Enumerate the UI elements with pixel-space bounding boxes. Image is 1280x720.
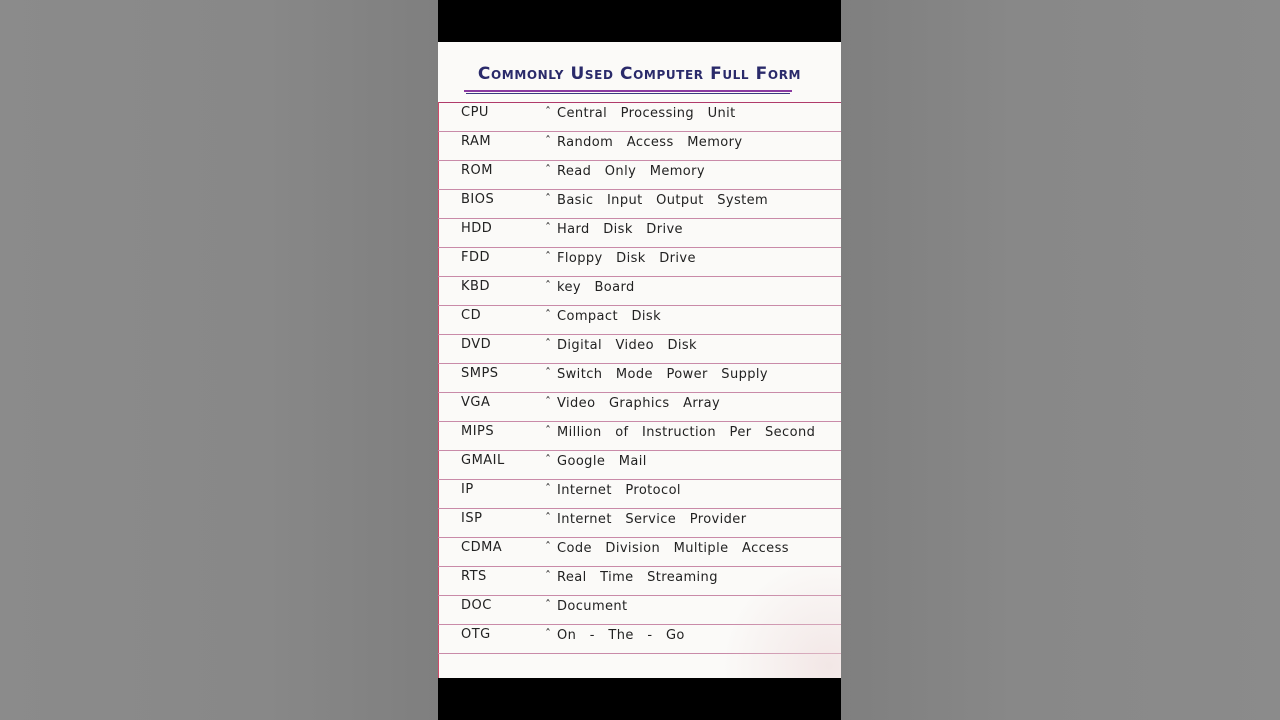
separator-mark: ˆ: [545, 250, 551, 264]
full-form: Central Processing Unit: [557, 106, 736, 121]
list-row: [438, 567, 841, 596]
full-form: Read Only Memory: [557, 164, 705, 179]
list-row: [438, 422, 841, 451]
separator-mark: ˆ: [545, 395, 551, 409]
abbreviation: CPU: [461, 105, 489, 120]
abbreviation: GMAIL: [461, 453, 505, 468]
abbreviation: RTS: [461, 569, 487, 584]
separator-mark: ˆ: [545, 627, 551, 641]
separator-mark: ˆ: [545, 308, 551, 322]
full-form: Internet Service Provider: [557, 512, 747, 527]
full-form: Video Graphics Array: [557, 396, 721, 411]
list-row: [438, 161, 841, 190]
background-left: [0, 0, 438, 720]
list-row: [438, 625, 841, 654]
abbreviation: ROM: [461, 163, 493, 178]
abbreviation: IP: [461, 482, 474, 497]
full-form: key Board: [557, 280, 635, 295]
list-row: [438, 335, 841, 364]
list-row: [438, 596, 841, 625]
full-form: Code Division Multiple Access: [557, 541, 789, 556]
full-form: Floppy Disk Drive: [557, 251, 696, 266]
full-form: Basic Input Output System: [557, 193, 769, 208]
list-row: [438, 190, 841, 219]
list-row: [438, 306, 841, 335]
title-underline: [464, 90, 792, 92]
separator-mark: ˆ: [545, 163, 551, 177]
list-row: [438, 538, 841, 567]
notebook-page: [438, 42, 841, 678]
separator-mark: ˆ: [545, 482, 551, 496]
full-form: Compact Disk: [557, 309, 662, 324]
page-title: Commonly Used Computer Full Form: [477, 64, 802, 84]
list-row: [438, 364, 841, 393]
abbreviation: VGA: [461, 395, 491, 410]
separator-mark: ˆ: [545, 134, 551, 148]
list-row: [438, 248, 841, 277]
separator-mark: ˆ: [545, 424, 551, 438]
abbreviation: OTG: [461, 627, 491, 642]
full-form: Real Time Streaming: [557, 570, 718, 585]
separator-mark: ˆ: [545, 366, 551, 380]
abbreviation: SMPS: [461, 366, 499, 381]
full-form: Digital Video Disk: [557, 338, 697, 353]
abbreviation: MIPS: [461, 424, 495, 439]
list-row: [438, 103, 841, 132]
abbreviation: HDD: [461, 221, 493, 236]
title-underline-secondary: [466, 93, 790, 94]
abbreviation: CD: [461, 308, 482, 323]
separator-mark: ˆ: [545, 105, 551, 119]
separator-mark: ˆ: [545, 569, 551, 583]
abbreviation: KBD: [461, 279, 490, 294]
abbreviation: CDMA: [461, 540, 503, 555]
list-row: [438, 277, 841, 306]
full-form: Google Mail: [557, 454, 647, 469]
full-form: On - The - Go: [557, 628, 685, 643]
separator-mark: ˆ: [545, 598, 551, 612]
separator-mark: ˆ: [545, 540, 551, 554]
abbreviation: DVD: [461, 337, 492, 352]
abbreviation: DOC: [461, 598, 492, 613]
abbreviation: FDD: [461, 250, 490, 265]
list-row: [438, 219, 841, 248]
list-row: [438, 509, 841, 538]
background-right: [841, 0, 1280, 720]
full-form: Hard Disk Drive: [557, 222, 683, 237]
full-form: Random Access Memory: [557, 135, 743, 150]
list-row: [438, 451, 841, 480]
abbreviation: ISP: [461, 511, 483, 526]
full-form: Internet Protocol: [557, 483, 681, 498]
separator-mark: ˆ: [545, 511, 551, 525]
abbreviation: BIOS: [461, 192, 495, 207]
abbreviation: RAM: [461, 134, 492, 149]
separator-mark: ˆ: [545, 453, 551, 467]
full-form: Switch Mode Power Supply: [557, 367, 769, 382]
separator-mark: ˆ: [545, 337, 551, 351]
full-form: Million of Instruction Per Second: [557, 425, 816, 440]
list-row: [438, 480, 841, 509]
list-row: [438, 132, 841, 161]
list-row: [438, 393, 841, 422]
separator-mark: ˆ: [545, 279, 551, 293]
separator-mark: ˆ: [545, 192, 551, 206]
separator-mark: ˆ: [545, 221, 551, 235]
full-form: Document: [557, 599, 628, 614]
